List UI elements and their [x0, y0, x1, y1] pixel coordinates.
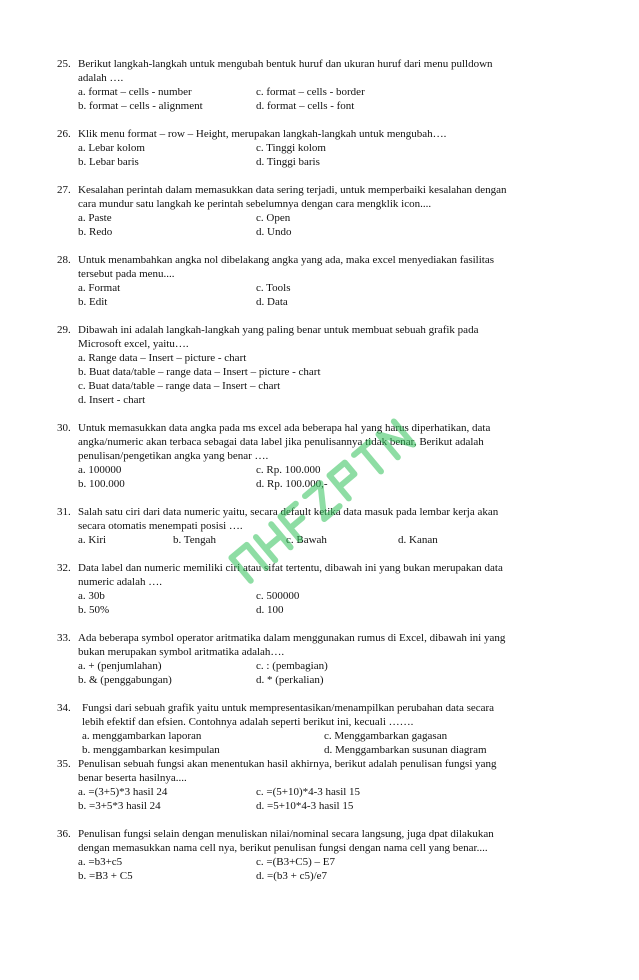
question-29	[0, 323, 639, 407]
stem-line: Berikut langkah-langkah untuk mengubah bentuk huruf dan ukuran huruf dari menu pulldown	[78, 58, 493, 70]
question-stem	[78, 323, 578, 351]
question-number: 36.	[57, 828, 71, 840]
question-26	[0, 127, 639, 169]
stem-line: Microsoft excel, yaitu….	[78, 338, 189, 350]
option-a: a. =(3+5)*3 hasil 24	[78, 786, 168, 798]
question-number: 34.	[57, 702, 71, 714]
question-32	[0, 561, 639, 617]
answer-options	[78, 785, 578, 813]
question-number: 25.	[57, 58, 71, 70]
answer-options	[78, 659, 578, 687]
option-d: d. format – cells - font	[256, 100, 355, 112]
option-d: d. =5+10*4-3 hasil 15	[256, 800, 354, 812]
question-31	[0, 505, 639, 547]
question-number: 29.	[57, 324, 71, 336]
question-33	[0, 631, 639, 687]
question-28	[0, 253, 639, 309]
option-b: b. =3+5*3 hasil 24	[78, 800, 161, 812]
answer-options	[78, 281, 578, 309]
question-stem	[78, 505, 578, 533]
option-a: a. Lebar kolom	[78, 142, 145, 154]
question-number: 27.	[57, 184, 71, 196]
stem-line: Dibawah ini adalah langkah-langkah yang paling benar untuk membuat sebuah grafik pada	[78, 324, 479, 336]
option-d: d. Tinggi baris	[256, 156, 320, 168]
option-a: a. =b3+c5	[78, 856, 123, 868]
question-35	[0, 757, 639, 813]
option-a: a. Paste	[78, 212, 112, 224]
option-d: d. Insert - chart	[78, 394, 146, 406]
stem-line: cara mundur satu langkah ke perintah sebelumnya dengan cara mengklik icon....	[78, 198, 432, 210]
option-c: c. =(5+10)*4-3 hasil 15	[256, 786, 361, 798]
answer-options	[78, 533, 578, 547]
option-c: c. : (pembagian)	[256, 660, 328, 672]
option-b: b. format – cells - alignment	[78, 100, 203, 112]
document-page	[0, 57, 639, 897]
option-c: c. format – cells - border	[256, 86, 365, 98]
stem-line: bukan merupakan symbol aritmatika adalah….	[78, 646, 285, 658]
answer-options	[78, 855, 578, 883]
stem-line: Klik menu format – row – Height, merupakan langkah-langkah untuk mengubah….	[78, 128, 447, 140]
option-c: c. Menggambarkan gagasan	[324, 730, 448, 742]
stem-line: lebih efektif dan efsien. Contohnya adalah seperti berikut ini, kecuali …….	[82, 716, 414, 728]
question-stem	[78, 57, 578, 85]
answer-options	[78, 85, 578, 113]
question-36	[0, 827, 639, 883]
stem-line: Kesalahan perintah dalam memasukkan data sering terjadi, untuk memperbaiki kesalahan dengan	[78, 184, 507, 196]
answer-options	[78, 141, 578, 169]
option-b: b. & (penggabungan)	[78, 674, 172, 686]
option-b: b. Lebar baris	[78, 156, 139, 168]
option-a: a. Format	[78, 282, 121, 294]
option-d: d. Menggambarkan susunan diagram	[324, 744, 487, 756]
question-number: 35.	[57, 758, 71, 770]
question-number: 31.	[57, 506, 71, 518]
question-stem	[78, 421, 578, 463]
question-stem	[82, 701, 578, 729]
stem-line: secara otomatis menempati posisi ….	[78, 520, 243, 532]
question-stem	[78, 827, 578, 855]
question-number: 26.	[57, 128, 71, 140]
option-d: d. * (perkalian)	[256, 674, 324, 686]
answer-options	[82, 729, 582, 757]
option-a: a. format – cells - number	[78, 86, 192, 98]
option-d: d. =(b3 + c5)/e7	[256, 870, 328, 882]
question-number: 33.	[57, 632, 71, 644]
question-30	[0, 421, 639, 491]
stem-line: angka/numeric akan terbaca sebagai data label jika penulisannya tidak benar, Berikut adalah	[78, 436, 484, 448]
stem-line: Ada beberapa symbol operator aritmatika dalam menggunakan rumus di Excel, dibawah ini yang	[78, 632, 506, 644]
question-number: 28.	[57, 254, 71, 266]
option-d: d. Undo	[256, 226, 292, 238]
question-number: 32.	[57, 562, 71, 574]
stem-line: Untuk memasukkan data angka pada ms excel ada beberapa hal yang harus diperhatikan, data	[78, 422, 491, 434]
option-a: a. Range data – Insert – picture - chart	[78, 352, 247, 364]
option-b: b. Redo	[78, 226, 113, 238]
question-stem	[78, 631, 578, 659]
question-34	[0, 701, 639, 757]
option-a: a. 100000	[78, 464, 122, 476]
question-stem	[78, 757, 578, 785]
option-c: c. Rp. 100.000	[256, 464, 321, 476]
option-a: a. menggambarkan laporan	[82, 730, 202, 742]
option-c: c. Buat data/table – range data – Insert – chart	[78, 380, 281, 392]
question-stem	[78, 561, 578, 589]
option-c: c. Tools	[256, 282, 291, 294]
option-d: d. 100	[256, 604, 284, 616]
stem-line: Data label dan numeric memiliki ciri atau sifat tertentu, dibawah ini yang bukan merupakan data	[78, 562, 503, 574]
option-b: b. Buat data/table – range data – Insert – picture - chart	[78, 366, 321, 378]
option-b: b. 100.000	[78, 478, 125, 490]
option-c: c. 500000	[256, 590, 300, 602]
stem-line: Fungsi dari sebuah grafik yaitu untuk mempresentasikan/menampilkan perubahan data secara	[82, 702, 495, 714]
stem-line: Untuk menambahkan angka nol dibelakang angka yang ada, maka excel menyediakan fasilitas	[78, 254, 495, 266]
option-c: c. Tinggi kolom	[256, 142, 326, 154]
option-b: b. menggambarkan kesimpulan	[82, 744, 220, 756]
option-a: a. 30b	[78, 590, 105, 602]
stem-line: penulisan/pengetikan angka yang benar ….	[78, 450, 269, 462]
option-c: c. Bawah	[286, 534, 327, 546]
option-b: b. Tengah	[173, 534, 217, 546]
stem-line: Salah satu ciri dari data numeric yaitu, secara default ketika data masuk pada lembar kerja akan	[78, 506, 499, 518]
option-d: d. Kanan	[398, 534, 438, 546]
option-b: b. =B3 + C5	[78, 870, 133, 882]
stem-line: Penulisan sebuah fungsi akan menentukan hasil akhirnya, berikut adalah penulisan fungsi yang	[78, 758, 497, 770]
question-stem	[78, 183, 578, 211]
stem-line: dengan memasukkan nama cell nya, berikut penulisan fungsi dengan nama cell yang benar....	[78, 842, 488, 854]
stem-line: Penulisan fungsi selain dengan menuliskan nilai/nominal secara langsung, juga dpat dilakukan	[78, 828, 494, 840]
option-a: a. Kiri	[78, 534, 107, 546]
stem-line: numeric adalah ….	[78, 576, 162, 588]
question-27	[0, 183, 639, 239]
option-d: d. Rp. 100.000,-	[256, 478, 328, 490]
answer-options	[78, 351, 578, 407]
option-c: c. =(B3+C5) – E7	[256, 856, 336, 868]
answer-options	[78, 211, 578, 239]
answer-options	[78, 463, 578, 491]
answer-options	[78, 589, 578, 617]
option-b: b. 50%	[78, 604, 110, 616]
question-number: 30.	[57, 422, 71, 434]
option-a: a. + (penjumlahan)	[78, 660, 162, 672]
question-stem	[78, 127, 578, 141]
option-c: c. Open	[256, 212, 291, 224]
option-b: b. Edit	[78, 296, 108, 308]
stem-line: adalah ….	[78, 72, 124, 84]
stem-line: tersebut pada menu....	[78, 268, 175, 280]
stem-line: benar beserta hasilnya....	[78, 772, 187, 784]
question-stem	[78, 253, 578, 281]
question-25	[0, 57, 639, 113]
option-d: d. Data	[256, 296, 288, 308]
